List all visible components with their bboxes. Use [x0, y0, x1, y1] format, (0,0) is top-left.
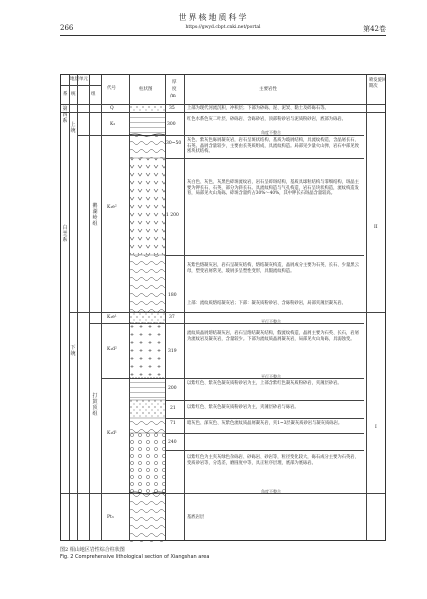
- layer-welded-tuff: [129, 255, 165, 312]
- layer-sandstone: [129, 400, 165, 418]
- stage-upper: II: [374, 225, 378, 230]
- formation-dagubei: 打鼓顶组: [92, 393, 98, 417]
- series-upper: 上统: [70, 122, 76, 134]
- thickness-k2: 300: [167, 122, 176, 127]
- sub-row-line: [165, 433, 364, 434]
- layer-siltstone: [129, 378, 165, 400]
- header-bottom-line: [61, 104, 385, 105]
- code-k2: K₂: [110, 122, 116, 127]
- col-line: [77, 75, 78, 540]
- header-formation: 组: [91, 92, 96, 97]
- col-line: [184, 75, 185, 540]
- header-stage: 喷发旋回期次: [369, 78, 387, 89]
- code-pt3: Pt₃: [107, 515, 114, 520]
- thickness-row: 21: [170, 406, 176, 411]
- thickness-row: 240: [168, 440, 177, 445]
- header-divider: [60, 35, 386, 36]
- code-k1e2: K₁e²: [107, 205, 117, 210]
- lithology-desc: 流纹质晶屑熔结凝灰岩，岩石呈熔结凝灰结构，假流纹构造，晶屑主要为石英、长石，岩屑为流纹岩及凝灰岩，含量较少。下部为流纹质晶屑凝灰岩，局部见火山角砾，具弱蚀变。: [187, 331, 359, 342]
- lithology-desc: 以紫红色、紫灰色凝灰质粉砂岩为主，上部含紫红色凝灰质粉砂岩，夹薄层砂岩。: [187, 381, 342, 386]
- header-series: 统: [71, 92, 76, 97]
- sub-row-line: [165, 400, 364, 401]
- stage-lower: I: [375, 425, 377, 430]
- code-q: Q: [110, 106, 114, 111]
- header-system: 系: [63, 92, 68, 97]
- thickness-row: 71: [170, 421, 176, 426]
- volume-label: 第42卷: [363, 25, 386, 33]
- system-cretaceous: 白垩系: [62, 225, 68, 243]
- code-k1d2: K₁d²: [107, 347, 117, 352]
- header-column: 柱状图: [139, 87, 153, 92]
- sub-row-line: [165, 255, 364, 256]
- layer-k1d2: [129, 323, 165, 378]
- thickness-row: 30~50: [166, 141, 182, 146]
- code-k1e1: K₁e¹: [107, 315, 117, 320]
- formation-echuling: 鹅湖岭组: [92, 203, 98, 227]
- lithology-desc: 红色水系色灰二叶层、砂砾岩、含砾砂岩，顶部粉砂岩与泥质粉砂岩，底部为砾岩。: [187, 117, 346, 122]
- col-line: [366, 75, 367, 540]
- layer-tuff: [129, 135, 165, 158]
- layer-k1e1: [129, 312, 165, 323]
- lithology-desc: 灰紫色熔凝灰岩，岩石呈凝灰结构，熔结凝灰构造，晶屑成分主要为石英、长石、少量黑云母，塑变岩屑常见，玻屑多呈塑性变形，具假流纹构造。: [187, 263, 359, 274]
- header-lithology: 主要岩性: [259, 87, 277, 92]
- lithology-desc: 以紫红色、紫灰色凝灰质粉砂岩为主，夹薄层砂岩与砾岩。: [187, 405, 299, 410]
- lithology-desc: 灰白色、灰色、灰黑色碎斑流纹岩，岩石呈碎斑结构，基质具球粒结构与霏细结构，斑晶主要为钾长石、石英，部分为斜长石。具流纹构造与气孔构造，岩石呈块状构造，流纹构造发育，局部见火山角砾。碎斑含量约占30%～40%，其中钾长石斑晶含量较高。: [187, 180, 359, 197]
- series-lower: 下统: [70, 345, 76, 357]
- figure-caption-en: Fig. 2 Comprehensive lithological section of Xiangshan area: [60, 554, 210, 560]
- unconformity-label: 角度不整合: [261, 130, 281, 135]
- thickness-row: 180: [168, 293, 177, 298]
- page-number: 266: [60, 24, 74, 32]
- header-row: [60, 24, 386, 34]
- lithology-desc: 灰色、紫灰色砾屑凝灰岩，岩石呈斑状结构，基质为玻屑结构，具流纹构造，含晶屑长石、石英。晶屑含量较少，主要由长英质组成，具流纹构造。局部见少量火山弹，岩石中部见致密块状结构。: [187, 138, 359, 155]
- thickness-row: 200: [168, 386, 177, 391]
- header-thickness-2: 度: [172, 87, 177, 92]
- layer-basement: [129, 493, 165, 542]
- lithology-table: [60, 74, 386, 541]
- lithology-desc: 以紫红色为主夹灰绿色杂砾岩、砂砾岩、砂岩等，粒径变化较大，砾石成分主要为石英岩、变质砂岩等，分选差，磨圆度中等，具正粒序层理，底部为底砾岩。: [187, 455, 359, 466]
- lithology-desc: 暗灰色、深灰色、灰紫色流纹质晶屑凝灰岩，夹1~3层凝灰质砂岩与凝灰质砾岩。: [187, 421, 343, 426]
- sub-row-line: [165, 450, 364, 451]
- row-line: [61, 112, 385, 113]
- journal-title: 世界核地质科学: [178, 13, 249, 22]
- sub-row-line: [165, 158, 364, 159]
- layer-q: [129, 104, 165, 112]
- col-line: [101, 75, 102, 540]
- sub-row-line: [165, 418, 364, 419]
- figure-caption-cn: 图2 相山地区岩性综合柱状图: [60, 547, 125, 553]
- header-thickness-unit: /m: [170, 94, 176, 99]
- code-k1d1: K₁d¹: [107, 431, 117, 436]
- thickness-q: 35: [169, 106, 175, 111]
- header-unit: 地层单元: [70, 77, 88, 82]
- thickness-row: 1 200: [166, 213, 179, 218]
- lithology-column: [129, 75, 165, 542]
- row-line: [69, 312, 385, 313]
- header-code: 代号: [107, 86, 116, 91]
- thickness-row: 37: [169, 315, 175, 320]
- col-line: [69, 75, 70, 540]
- lithology-desc: 上部：流纹质熔结凝灰岩；下部：凝灰质粉砂岩、含砾粉砂岩，局部夹薄层凝灰岩。: [187, 301, 346, 306]
- header-thickness-1: 厚: [172, 80, 177, 85]
- unit-header-line: [61, 85, 101, 86]
- layer-rhyolite: [129, 158, 165, 255]
- lithology-desc: 上部为现代河流沉积、冲积层；下部为砂砾、泥、泥炭、黏土及碎砾石等。: [187, 106, 329, 111]
- unconformity-label: 平行不整合: [261, 374, 281, 379]
- layer-tuff-2: [129, 418, 165, 433]
- journal-url[interactable]: https://gwyd.cbpt.cnki.net/portal: [185, 25, 261, 30]
- unconformity-label: 平行不整合: [261, 319, 281, 324]
- unconformity-label: 角度不整合: [261, 489, 281, 494]
- layer-k2: [129, 112, 165, 135]
- row-line: [61, 493, 385, 494]
- lithology-desc: 基底岩层: [187, 515, 205, 520]
- thickness-row: 319: [168, 349, 177, 354]
- col-line: [89, 75, 90, 540]
- layer-conglomerate: [129, 433, 165, 493]
- system-quaternary: 第四系: [62, 106, 68, 124]
- row-line: [77, 135, 364, 136]
